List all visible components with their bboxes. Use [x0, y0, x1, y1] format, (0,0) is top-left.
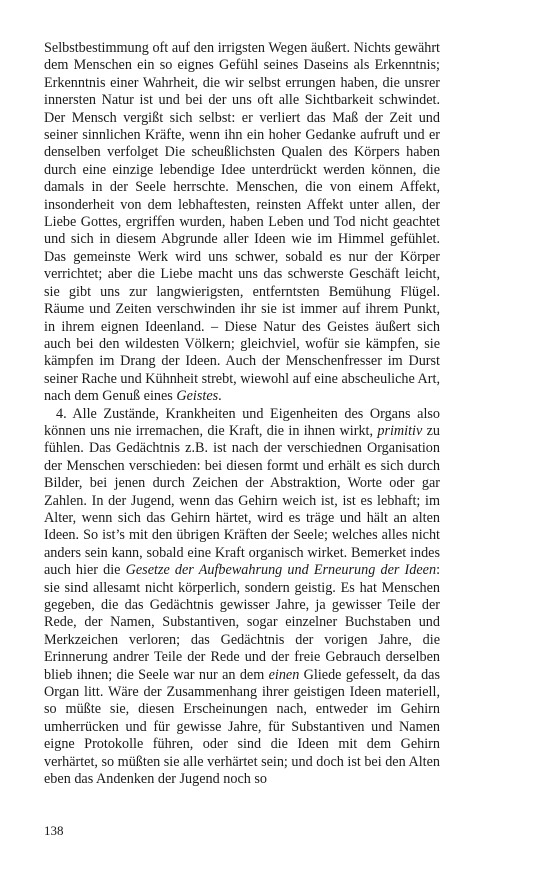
text-run: Gliede gefesselt, da das Organ litt. Wäre der Zusammenhang ihrer geistigen Ideen materiell, so müßte sie, diesen Erscheinungen nach, entweder im Gehirn umherrücken und für gewisse Jahre, für Substantiven und Namen eigne Protokolle führen, oder sind die Ideen mit dem Gehirn verhärtet, so müßten sie alle verhärtet sein; und doch ist bei den Alten eben das Andenken der Jugend noch so — [44, 666, 440, 788]
italic-phrase: Geistes — [176, 388, 219, 405]
paragraph-1 — [44, 40, 440, 406]
italic-phrase: einen — [268, 666, 300, 683]
text-run: . — [218, 388, 222, 405]
text-run: : sie sind allesamt nicht körperlich, sondern geistig. Es hat Menschen gegeben, die das Gedächtnis gewisser Jahre, ja gewisser Teile der Rede, der Namen, Substantiven, sogar einzelner Buchstaben und Merkzeichen verloren; das Gedächtnis der vorigen Jahre, die Erinnerung andrer Teile der Rede und der freie Gebrauch derselben blieb ihnen; die Seele war nur an dem — [44, 562, 441, 683]
paragraph-2 — [44, 406, 440, 789]
page-number: 138 — [44, 823, 64, 838]
text-run: Selbstbestimmung oft auf den irrigsten Wegen äußert. Nichts gewährt dem Menschen ein so eignes Gefühl seines Daseins als Erkenntnis; Erkenntnis einer Wahrheit, die wir selbst errungen haben, die unsrer innersten Natur ist und bei der uns oft alle Sichtbarkeit schwindet. Der Mensch vergißt sich selbst: er verliert das Maß der Zeit und seiner sinnlichen Kräfte, wenn ihn ein hoher Gedanke aufruft und er denselben verfolget Die scheußlichsten Qualen des Körpers haben durch eine einzige lebendige Idee unterdrückt werden können, die damals in der Seele herrschte. Menschen, die von einem Affekt, insonderheit von dem lebhaftesten, reinsten Affekt unter allen, der Liebe Gottes, ergriffen wurden, haben Leben und Tod nicht geachtet und sich in diesem Abgrunde aller Ideen wie im Himmel gefühlet. Das gemeinste Werk wird uns schwer, sobald es nur der Körper verrichtet; aber die Liebe macht uns das schwerste Geschäft leicht, sie gibt uns zur langwierigsten, entferntsten Bemühung Flügel. Räume und Zeiten verschwinden ihr sie ist immer auf ihrem Punkt, in ihrem eignen Ideenland. – Diese Natur des Geistes äußert sich auch bei den wildesten Völkern; gleichviel, wofür sie kämpfen, sie kämpfen im Drang der Ideen. Auch der Menschenfresser im Durst seiner Rache und Kühnheit strebt, wiewohl auf eine abscheuliche Art, nach dem Genuß eines — [44, 40, 440, 405]
italic-phrase: primitiv — [377, 422, 423, 439]
text-run: zu fühlen. Das Gedächtnis z.B. ist nach der verschiednen Organisation der Menschen verschieden: bei diesen formt und erhält es sich durch Bilder, bei jenen durch Zeichen der Abstraktion, Worte oder gar Zahlen. In der Jugend, wenn das Gehirn weich ist, ist es lebhaft; im Alter, wenn sich das Gehirn härtet, wird es träge und hält an alten Ideen. So ist’s mit den übrigen Kräften der Seele; welches alles nicht anders sein kann, sobald eine Kraft organisch wirket. Bemerket indes auch hier die — [44, 422, 440, 579]
text-run: 4. Alle Zustände, Krankheiten und Eigenheiten des Organs also können uns nie irremachen, die Kraft, die in ihnen wirkt, — [44, 405, 440, 439]
italic-phrase: Gesetze der Aufbewahrung und Erneurung der Ideen — [125, 562, 437, 579]
text-page — [44, 40, 440, 788]
